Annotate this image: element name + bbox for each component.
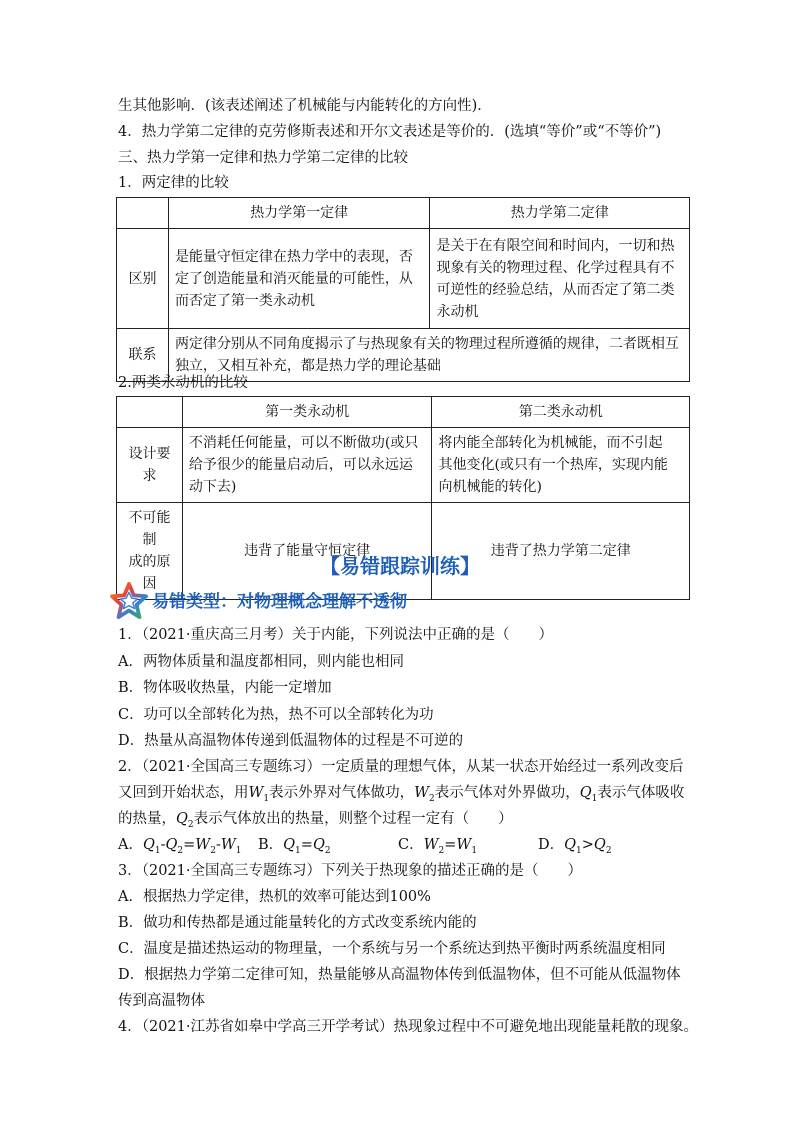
- q2-option-b: [258, 834, 331, 862]
- option-prefix: B．: [258, 837, 284, 853]
- q3-option-b: B．做功和传热都是通过能量转化的方式改变系统内能的: [118, 915, 477, 931]
- var-q: Q: [593, 837, 606, 853]
- subscript: 2: [438, 845, 445, 856]
- subscript: 1: [295, 845, 301, 856]
- text-run: 又回到开始状态，用: [118, 785, 249, 801]
- var-w: W: [414, 785, 430, 801]
- subscript: 1: [576, 845, 582, 856]
- cell-line: 向机械能的转化): [438, 479, 542, 495]
- question-3-stem: 3．（2021·全国高三专题练习）下列关于热现象的描述正确的是（ ）: [118, 863, 582, 879]
- text-run: 的热量，: [118, 811, 176, 827]
- table-header-cell: 第一类永动机: [182, 397, 432, 428]
- cell-line: 给予很少的能量启动后，可以永远运: [188, 457, 413, 473]
- q1-option-a: A．两物体质量和温度都相同，则内能也相同: [118, 654, 404, 670]
- operator: >: [581, 837, 594, 853]
- laws-comparison-table: [116, 197, 690, 382]
- q2-option-a: [118, 834, 241, 862]
- second-kind-reason-cell: 违背了热力学第二定律: [432, 503, 690, 600]
- cell-line: 是关于在有限空间和时间内，一切和热: [436, 237, 675, 254]
- operator: =: [183, 837, 196, 853]
- subscript: 1: [471, 845, 478, 856]
- subscript: 2: [324, 845, 331, 856]
- var-w: W: [195, 837, 211, 853]
- error-type-heading: 易错类型：对物理概念理解不透彻: [152, 592, 407, 612]
- q1-option-b: B．物体吸收热量，内能一定增加: [118, 680, 332, 696]
- table-row: [117, 428, 690, 503]
- q1-option-c: C．功可以全部转化为热，热不可以全部转化为功: [118, 707, 434, 723]
- q3-option-d-line-1: D．根据热力学第二定律可知，热量能够从高温物体传到低温物体，但不可能从低温物体: [118, 967, 681, 983]
- table-header-row: [117, 397, 690, 428]
- question-2-stem-line-1: 2．（2021·全国高三专题练习）一定质量的理想气体，从某一状态开始经过一系列改变后: [118, 759, 684, 775]
- second-kind-design-cell: [432, 428, 690, 503]
- option-prefix: D．: [538, 837, 565, 853]
- var-q: Q: [165, 837, 178, 853]
- subscript: 1: [263, 793, 270, 804]
- var-q: Q: [312, 837, 325, 853]
- first-kind-design-cell: [182, 428, 432, 503]
- question-4-stem: 4．（2021·江苏省如皋中学高三开学考试）热现象过程中不可避免地出现能量耗散的现象。: [118, 1019, 698, 1035]
- text-run: 表示气体放出的热量，则整个过程一定有（ ）: [193, 811, 513, 827]
- subscript: 2: [177, 845, 184, 856]
- cell-line: 将内能全部转化为机械能，而不引起: [438, 435, 663, 451]
- subscript: 2: [210, 845, 216, 856]
- operator: =: [444, 837, 457, 853]
- subheading-laws-comparison: 1．两定律的比较: [118, 175, 229, 191]
- option-prefix: A．: [118, 837, 143, 853]
- option-prefix: C．: [398, 837, 424, 853]
- question-2-stem-line-3: [118, 808, 513, 836]
- cell-line: 可逆性的经验总结，从而否定了第二类: [436, 281, 675, 298]
- table-header-cell: [117, 397, 183, 428]
- section-heading-3: 三、热力学第一定律和热力学第二定律的比较: [118, 150, 408, 166]
- cell-line: 而否定了第一类永动机: [174, 292, 315, 309]
- q1-option-d: D．热量从高温物体传递到低温物体的过程是不可逆的: [118, 733, 464, 749]
- table-header-row: [117, 198, 690, 229]
- var-q: Q: [579, 785, 592, 801]
- text-run: 表示气体吸收: [597, 785, 685, 801]
- var-w: W: [423, 837, 439, 853]
- q2-option-d: [538, 834, 612, 862]
- cell-line: 独立，又相互补充，都是热力学的理论基础: [174, 358, 441, 374]
- text-run: 表示外界对气体做功，: [269, 785, 415, 801]
- var-q: Q: [142, 837, 155, 853]
- cell-line: 其他变化(或只有一个热库，实现内能: [438, 457, 668, 473]
- row-label-design: 设计要求: [117, 428, 183, 503]
- row-label-difference: 区别: [117, 229, 169, 329]
- cell-line: 不消耗任何能量，可以不断做功(或只: [188, 435, 419, 451]
- cell-line: 两定律分别从不同角度揭示了与热现象有关的物理过程所遵循的规律，二者既相互: [174, 336, 679, 352]
- q3-option-c: C．温度是描述热运动的物理量，一个系统与另一个系统达到热平衡时两系统温度相同: [118, 941, 666, 957]
- second-law-difference-cell: [430, 229, 690, 329]
- table-header-cell: [117, 198, 169, 229]
- cell-line: 现象有关的物理过程、化学过程具有不: [436, 259, 675, 276]
- row-label-connection: 联系: [117, 329, 169, 382]
- var-w: W: [456, 837, 472, 853]
- table-header-cell: 热力学第二定律: [430, 198, 690, 229]
- subscript: 2: [605, 845, 612, 856]
- table-header-cell: 第二类永动机: [432, 397, 690, 428]
- first-kind-reason-cell: 违背了能量守恒定律: [182, 503, 432, 600]
- first-law-difference-cell: [168, 229, 430, 329]
- subscript: 2: [429, 793, 435, 804]
- var-q: Q: [176, 811, 188, 827]
- operator: -: [160, 837, 166, 853]
- cell-line: 定了创造能量和消灭能量的可能性，从: [174, 270, 413, 287]
- operator: -: [215, 837, 221, 853]
- subscript: 1: [154, 845, 161, 856]
- question-2-stem-line-2: [118, 782, 684, 810]
- q2-option-c: [398, 834, 477, 862]
- intro-line-1: 生其他影响．(该表述阐述了机械能与内能转化的方向性)．: [118, 98, 492, 114]
- var-q: Q: [283, 837, 296, 853]
- subscript: 1: [235, 845, 242, 856]
- error-training-title: 【易错跟踪训练】: [320, 554, 480, 578]
- operator: =: [300, 837, 313, 853]
- subscript: 2: [187, 819, 194, 830]
- table-row: [117, 229, 690, 329]
- subscript: 1: [591, 793, 598, 804]
- var-q: Q: [564, 837, 577, 853]
- cell-line: 是能量守恒定律在热力学中的表现，否: [174, 248, 413, 265]
- star-icon: [110, 582, 148, 620]
- table-header-cell: 热力学第一定律: [168, 198, 430, 229]
- q3-option-a: A．根据热力学定律，热机的效率可能达到100%: [118, 889, 431, 905]
- question-1-stem: 1．（2021·重庆高三月考）关于内能，下列说法中正确的是（ ）: [118, 627, 553, 643]
- cell-line: 不可能制: [128, 510, 171, 548]
- cell-line: 成的原因: [128, 554, 171, 592]
- subheading-perpetual-machines: 2.两类永动机的比较: [118, 375, 248, 391]
- intro-line-2: 4．热力学第二定律的克劳修斯表述和开尔文表述是等价的．(选填“等价”或“不等价”): [118, 124, 662, 140]
- cell-line: 永动机: [436, 303, 479, 320]
- var-w: W: [248, 785, 264, 801]
- var-w: W: [220, 837, 236, 853]
- text-run: 表示气体对外界做功，: [434, 785, 580, 801]
- q3-option-d-line-2: 传到高温物体: [118, 993, 205, 1009]
- cell-line: 动下去): [188, 479, 237, 495]
